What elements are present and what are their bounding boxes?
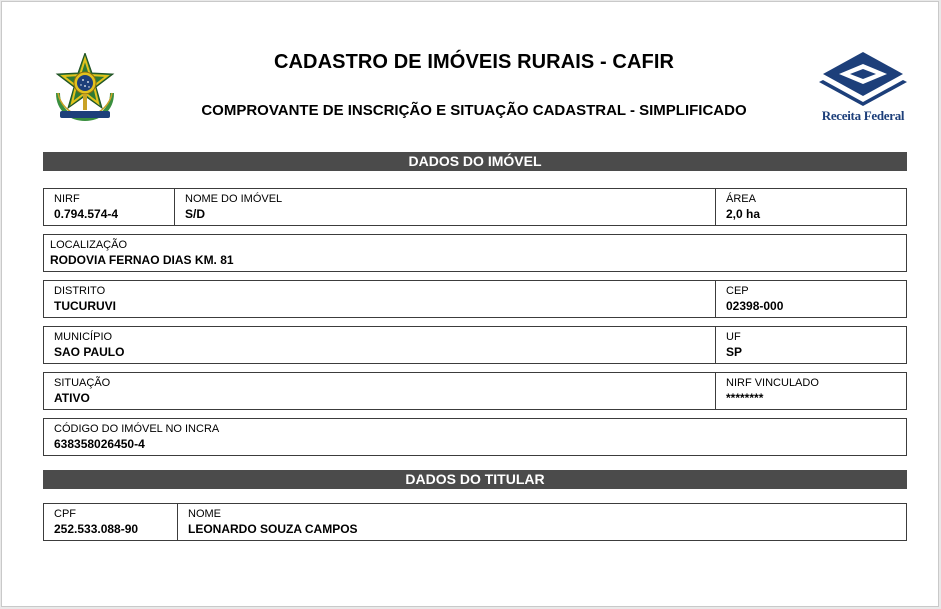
receita-federal-logo-text: Receita Federal — [821, 108, 905, 123]
brazil-coat-of-arms-icon — [52, 53, 118, 125]
field-cep — [715, 281, 906, 317]
row-localizacao — [43, 234, 907, 272]
field-label: CEP — [726, 285, 749, 297]
document-subtitle: COMPROVANTE DE INSCRIÇÃO E SITUAÇÃO CADASTRAL - SIMPLIFICADO — [201, 102, 747, 119]
row-municipio-uf — [43, 326, 907, 364]
field-value: ******** — [726, 391, 764, 405]
field-value: 2,0 ha — [726, 207, 761, 221]
row-situacao-nirf-vinculado — [43, 372, 907, 410]
row-cpf-nome — [43, 503, 907, 541]
field-uf — [715, 327, 906, 363]
field-value: 252.533.088-90 — [54, 522, 139, 536]
field-area — [715, 189, 906, 225]
field-nirf-vinculado — [715, 373, 906, 409]
field-value: S/D — [185, 207, 206, 221]
field-label: CPF — [54, 508, 76, 520]
field-label: SITUAÇÃO — [54, 377, 111, 389]
document-title: CADASTRO DE IMÓVEIS RURAIS - CAFIR — [273, 51, 675, 73]
field-label: ÁREA — [726, 193, 756, 205]
field-nirf — [44, 189, 174, 225]
field-value: 638358026450-4 — [54, 437, 145, 451]
field-label: LOCALIZAÇÃO — [50, 239, 128, 251]
field-value: SP — [726, 345, 743, 359]
field-value: LEONARDO SOUZA CAMPOS — [188, 522, 358, 536]
field-value: 02398-000 — [726, 299, 784, 313]
row-distrito-cep — [43, 280, 907, 318]
section-header-imovel: DADOS DO IMÓVEL — [43, 152, 907, 171]
field-situacao — [44, 373, 715, 409]
field-label: NOME DO IMÓVEL — [185, 193, 283, 205]
section-header-titular: DADOS DO TITULAR — [43, 470, 907, 489]
field-value: SAO PAULO — [54, 345, 125, 359]
row-codigo-incra — [43, 418, 907, 456]
document-page — [1, 1, 939, 607]
receita-federal-logo-icon — [817, 52, 909, 124]
field-label: NIRF — [54, 193, 80, 205]
field-nome-imovel — [174, 189, 715, 225]
field-value: ATIVO — [54, 391, 90, 405]
field-value: RODOVIA FERNAO DIAS KM. 81 — [50, 253, 234, 267]
field-label: DISTRITO — [54, 285, 106, 297]
field-label: UF — [726, 331, 741, 343]
row-nirf-nome-area — [43, 188, 907, 226]
field-municipio — [44, 327, 715, 363]
field-value: TUCURUVI — [54, 299, 116, 313]
field-label: NIRF VINCULADO — [726, 377, 819, 389]
field-label: NOME — [188, 508, 221, 520]
field-distrito — [44, 281, 715, 317]
field-label: MUNICÍPIO — [54, 331, 113, 343]
field-localizacao — [44, 235, 906, 271]
field-nome-titular — [177, 504, 906, 540]
field-codigo-incra — [44, 419, 906, 455]
field-label: CÓDIGO DO IMÓVEL NO INCRA — [54, 423, 220, 435]
field-value: 0.794.574-4 — [54, 207, 119, 221]
field-cpf — [44, 504, 177, 540]
